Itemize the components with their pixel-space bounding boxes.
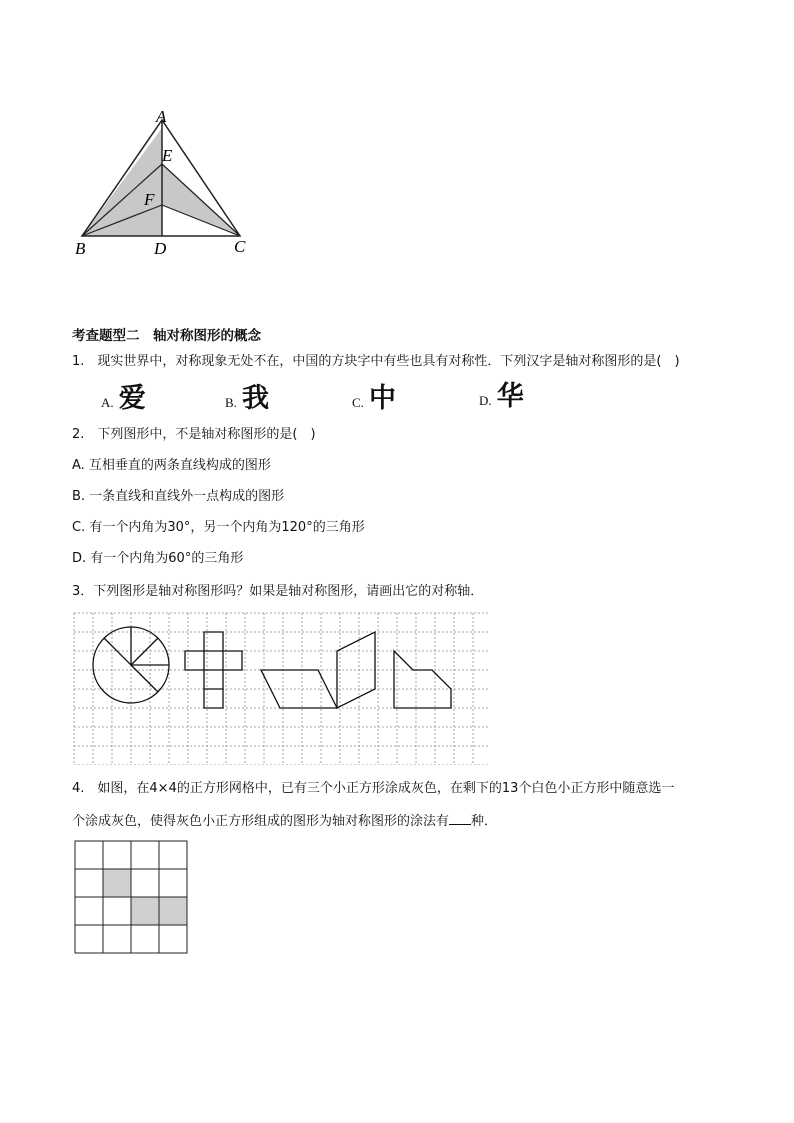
grid-cell <box>103 897 131 925</box>
option-char: 爱 <box>118 383 146 414</box>
grid-cell <box>75 897 103 925</box>
notched-shape <box>394 651 451 708</box>
q4-line1: 4. 如图，在4×4的正方形网格中，已有三个小正方形涂成灰色，在剩下的13个白色小正方形中随意选一 <box>72 781 675 796</box>
grid-cell <box>159 925 187 953</box>
q1-option-b <box>225 384 269 414</box>
cross-shape <box>185 632 242 708</box>
shaded-cell <box>103 869 131 897</box>
q4-line2 <box>72 811 497 831</box>
grid-cell <box>75 869 103 897</box>
label-f: F <box>144 190 155 209</box>
label-a: A <box>156 108 167 126</box>
grid-cell <box>103 925 131 953</box>
grid-cell <box>159 869 187 897</box>
option-letter: C. <box>352 395 364 410</box>
grid-cell <box>159 841 187 869</box>
grid-cell <box>131 869 159 897</box>
option-char: 我 <box>242 383 270 414</box>
q3-text: 3．下列图形是轴对称图形吗？如果是轴对称图形，请画出它的对称轴． <box>72 584 484 599</box>
shaded-cell <box>159 897 187 925</box>
triangle-figure <box>70 108 270 263</box>
q1-text: 1. 现实世界中，对称现象无处不在，中国的方块字中有些也具有对称性．下列汉字是轴对称图形的是( ) <box>72 354 680 369</box>
dotted-grid <box>74 613 490 765</box>
grid-cells <box>75 841 187 953</box>
grid-cell <box>75 925 103 953</box>
option-letter: B. <box>225 395 237 410</box>
option-char: 华 <box>496 381 524 412</box>
label-e: E <box>162 146 173 165</box>
label-d: D <box>154 239 167 258</box>
q1-option-a <box>101 384 146 414</box>
q2-option-c: C. 有一个内角为30°，另一个内角为120°的三角形 <box>72 520 365 535</box>
option-letter: A. <box>101 395 114 410</box>
q3-dotted-grid-figure <box>70 612 490 765</box>
q2-option-b: B. 一条直线和直线外一点构成的图形 <box>72 489 285 504</box>
section-title: 考查题型二 轴对称图形的概念 <box>72 328 261 344</box>
shaded-cell <box>131 897 159 925</box>
parallelogram-shapes <box>261 632 375 708</box>
grid-cell <box>75 841 103 869</box>
answer-blank[interactable] <box>449 811 471 825</box>
q4-line2-after: 种． <box>471 814 498 829</box>
label-c: C <box>234 237 246 256</box>
q2-text: 2. 下列图形中，不是轴对称图形的是( ) <box>72 427 316 442</box>
q4-line2-before: 个涂成灰色，使得灰色小正方形组成的图形为轴对称图形的涂法有 <box>72 814 450 829</box>
label-b: B <box>75 239 86 258</box>
grid-cell <box>131 841 159 869</box>
q1-option-c <box>352 384 396 414</box>
q1-option-d <box>479 382 524 412</box>
divided-circle <box>93 627 169 703</box>
grid-cell <box>131 925 159 953</box>
q2-option-d: D. 有一个内角为60°的三角形 <box>72 551 244 566</box>
option-char: 中 <box>369 383 397 414</box>
grid-cell <box>103 841 131 869</box>
option-letter: D. <box>479 393 492 408</box>
q2-option-a: A. 互相垂直的两条直线构成的图形 <box>72 458 271 473</box>
q4-square-grid <box>74 840 190 956</box>
